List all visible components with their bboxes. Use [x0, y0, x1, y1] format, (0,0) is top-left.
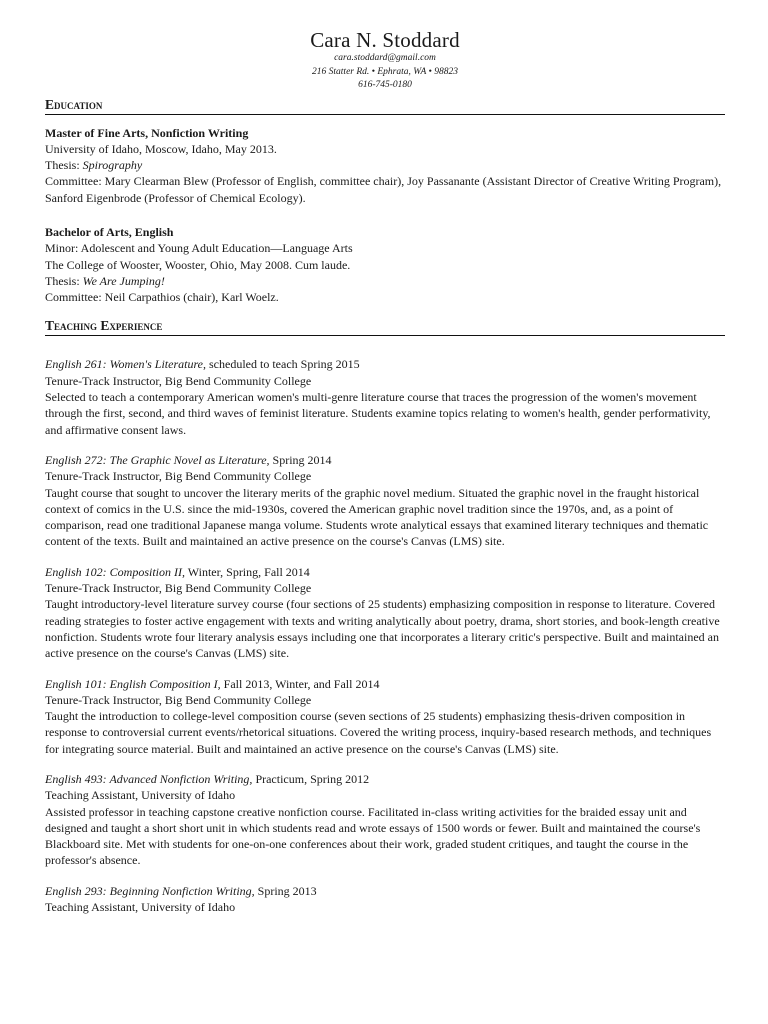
- course-role: Teaching Assistant, University of Idaho: [45, 900, 236, 915]
- thesis-title: We Are Jumping!: [82, 273, 165, 288]
- course-line: [45, 676, 725, 692]
- education-entry: [45, 224, 725, 305]
- degree-detail: University of Idaho, Moscow, Idaho, May 2013.: [45, 141, 277, 156]
- teaching-entry: [45, 771, 725, 869]
- course-title: English 272: The Graphic Novel as Literature,: [45, 452, 270, 467]
- thesis-label: Thesis:: [45, 273, 83, 288]
- thesis-line: [45, 273, 725, 289]
- candidate-name: Cara N. Stoddard: [310, 28, 460, 52]
- education-entry: [45, 125, 725, 206]
- thesis-label: Thesis:: [45, 158, 83, 173]
- course-role: Teaching Assistant, University of Idaho: [45, 788, 236, 803]
- course-role: Tenure-Track Instructor, Big Bend Community College: [45, 373, 312, 388]
- course-description: Taught introductory-level literature survey course (four sections of 25 students) emphasizing composition in response to literature. Covered reading strategies to foster active engagement with texts and writing analytically about poetry, drama, short stories, and book-length creative nonfiction. Students wrote four literary analysis essays including one that incorporates a literary critic's perspective. Built and maintained an active presence on the course's Canvas (LMS) site.: [45, 597, 720, 661]
- course-description: Taught the introduction to college-level composition course (seven sections of 25 students) emphasizing thesis-driven composition in response to controversial current events/rhetorical situations. Covered the writing process, inquiry-based research methods, and techniques for integrating source material. Built and maintained an active presence on the course's Canvas (LMS) site.: [45, 709, 712, 756]
- resume-header: [45, 28, 725, 93]
- course-term: Spring 2014: [269, 452, 332, 467]
- course-description: Selected to teach a contemporary American women's multi-genre literature course that traces the progression of the women's movement through the first, second, and third waves of feminist literature. Students examine topics relating to women's health, gender performativity, and affirmative consent laws.: [45, 390, 711, 437]
- course-line: [45, 564, 725, 580]
- section-heading-education: Education: [45, 97, 725, 115]
- postal-address: 216 Statter Rd. • Ephrata, WA • 98823: [312, 66, 458, 77]
- course-description: Taught course that sought to uncover the literary merits of the graphic novel medium. Situated the graphic novel in the fraught historical context of comics in the U.S. since the mid-1930s, covered the American graphic novel tradition since the 1970s, and, as a point of comparison, read one traditional Japanese manga volume. Students wrote analytical essays that examined literary techniques and thematic content of the texts. Built and maintained an active presence on the course's Canvas (LMS) site.: [45, 485, 709, 549]
- teaching-list: [45, 356, 725, 915]
- course-role: Tenure-Track Instructor, Big Bend Community College: [45, 692, 312, 707]
- degree-title: Bachelor of Arts, English: [45, 224, 174, 239]
- course-term: Spring 2013: [254, 883, 317, 898]
- degree-detail: The College of Wooster, Wooster, Ohio, May 2008. Cum laude.: [45, 257, 351, 272]
- thesis-title: Spirography: [82, 158, 143, 173]
- thesis-line: [45, 157, 725, 173]
- course-line: [45, 771, 725, 787]
- section-heading-teaching: Teaching Experience: [45, 318, 725, 336]
- teaching-entry: [45, 356, 725, 437]
- course-title: English 101: English Composition I,: [45, 676, 221, 691]
- course-term: Winter, Spring, Fall 2014: [185, 564, 310, 579]
- degree-title: Master of Fine Arts, Nonfiction Writing: [45, 125, 249, 140]
- course-line: [45, 452, 725, 468]
- phone-number: 616-745-0180: [358, 80, 412, 90]
- email-address: cara.stoddard@gmail.com: [334, 53, 436, 63]
- course-term: scheduled to teach Spring 2015: [206, 357, 360, 372]
- course-title: English 102: Composition II,: [45, 564, 185, 579]
- course-line: [45, 883, 725, 899]
- teaching-entry: [45, 564, 725, 662]
- degree-detail: Minor: Adolescent and Young Adult Education—Language Arts: [45, 241, 353, 256]
- course-role: Tenure-Track Instructor, Big Bend Community College: [45, 469, 312, 484]
- education-list: [45, 125, 725, 306]
- course-term: Practicum, Spring 2012: [252, 772, 370, 786]
- course-role: Tenure-Track Instructor, Big Bend Community College: [45, 581, 312, 596]
- course-title: English 493: Advanced Nonfiction Writing,: [45, 772, 253, 786]
- course-description: Assisted professor in teaching capstone creative nonfiction course. Facilitated in-class writing activities for the braided essay unit and designed and taught a short short unit in which students read and wrote essays of 1500 words or fewer. Built and maintained the course's Blackboard site. Met with students for one-on-one conferences about their work, graded student critiques, and taught the course in the professor's absence.: [45, 804, 701, 868]
- teaching-entry: [45, 676, 725, 757]
- course-line: [45, 356, 725, 372]
- teaching-entry: [45, 883, 725, 916]
- teaching-entry: [45, 452, 725, 550]
- course-term: Fall 2013, Winter, and Fall 2014: [220, 676, 380, 691]
- course-title: English 293: Beginning Nonfiction Writing,: [45, 883, 255, 898]
- committee-line: Committee: Mary Clearman Blew (Professor of English, committee chair), Joy Passanante (Assistant Director of Creative Writing Program), Sanford Eigenbrode (Professor of Chemical Ecology).: [45, 174, 722, 205]
- committee-line: Committee: Neil Carpathios (chair), Karl Woelz.: [45, 290, 279, 305]
- course-title: English 261: Women's Literature,: [45, 357, 207, 372]
